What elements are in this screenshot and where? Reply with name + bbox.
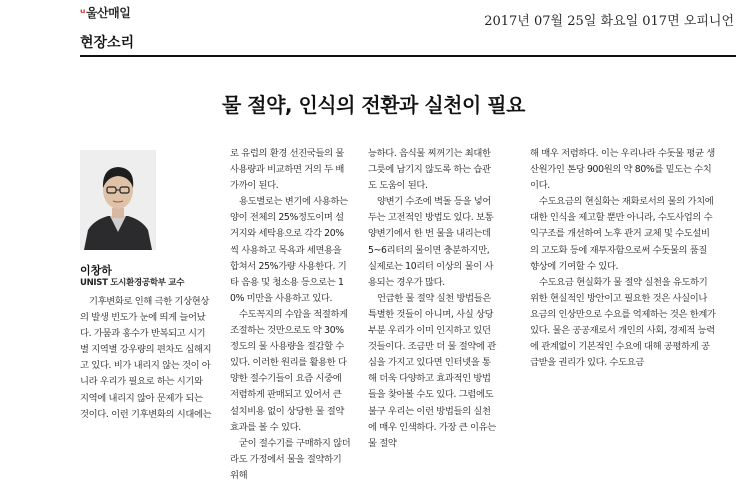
author-affiliation: UNIST 도시환경공학부 교수	[80, 278, 185, 288]
paragraph: 수도꼭지의 수압을 적절하게 조절하는 것만으로도 약 30%정도의 물 사용량을 절감할 수 있다. 이러한 원리를 활용한 다양한 절수기들이 요즘 시중에 저렴하게 판매되고 있어서 큰 설치비용 없이 상당한 물 절약 효과를 볼 수 있다.	[230, 308, 348, 433]
paragraph: 수도요금의 현실화는 재화로서의 물의 가치에 대한 인식을 제고할 뿐만 아니라, 수도사업의 수익구조를 개선하여 노후 관거 교체 및 수도설비의 고도화 등에 재투자함으로써 수돗물의 품질 향상에 기여할 수 있다.	[530, 196, 714, 272]
logo-text: 울산매일	[85, 6, 131, 20]
masthead-logo	[80, 4, 130, 21]
author-name: 이창하	[80, 264, 112, 277]
paragraph: 능하다. 음식물 찌꺼기는 최대한 그릇에 남기지 않도록 하는 습관도 도움이 된다.	[368, 148, 491, 192]
paragraph: 해 매우 저렴하다. 이는 우리나라 수돗물 평균 생산원가인 톤당 900원의 약 80%를 밑도는 수치이다.	[530, 148, 715, 192]
article-column-2	[230, 146, 352, 481]
paragraph: 언급한 물 절약 실천 방법들은 특별한 것들이 아니며, 사실 상당부분 우리가 이미 인지하고 있던 것들이다. 조금만 더 물 절약에 관심을 가지고 있다면 인터넷을 통해 더욱 다양하고 효과적인 방법들을 찾아볼 수도 있다. 그럼에도 불구 우리는 이런 방법들의 실천에 매우 인색하다. 가장 큰 이유는 물 절약	[368, 292, 496, 449]
headline: 물 절약, 인식의 전환과 실천이 필요	[222, 93, 525, 117]
logo-mark-icon: ᵘ	[80, 6, 85, 20]
article-column-3	[368, 146, 496, 449]
paragraph: 용도별로는 변기에 사용하는 양이 전체의 25%정도이며 설거지와 세탁용으로 각각 20%씩 사용하고 목욕과 세면용을 합쳐서 25%가량 사용한다. 기타 음용 및 청소용 등으로는 10% 미만을 사용하고 있다.	[230, 196, 348, 304]
article-column-4	[530, 146, 716, 420]
header-divider	[80, 55, 736, 57]
paragraph: 굳이 절수기를 구매하지 않더라도 가정에서 물을 절약하기 위해	[230, 437, 351, 481]
dateline: 2017년 07월 25일 화요일 017면 오피니언	[484, 14, 734, 29]
author-photo	[80, 150, 156, 250]
article-column-1	[80, 294, 212, 420]
paragraph: 로 유럽의 환경 선진국들의 물 사용량과 비교하면 거의 두 배 가까이 된다.	[230, 148, 344, 192]
paragraph: 수도요금 현실화가 물 절약 실천을 유도하기 위한 현실적인 방안이고 필요한 것은 사실이나 요금의 인상만으로 수요를 억제하는 것은 한계가 있다. 물은 공공재로서 개인의 사회, 경제적 능력에 관계없이 기본적인 수요에 대해 공평하게 공급받을 권리가 있다. 수도요금	[530, 276, 716, 369]
section-title: 현장소리	[80, 35, 135, 51]
paragraph: 기후변화로 인해 극한 기상현상의 발생 빈도가 눈에 띄게 늘어났다. 가뭄과 홍수가 반복되고 시기별 지역별 강우량의 편차도 심해지고 있다. 비가 내리지 않는 것이 아니라 우리가 필요로 하는 시기와 지역에 내리지 않아 문제가 되는 것이다. 이런 기후변화의 시대에는	[80, 296, 212, 420]
author-portrait-icon	[80, 150, 156, 250]
paragraph: 양변기 수조에 벽돌 등을 넣어 두는 고전적인 방법도 있다. 보통 양변기에서 한 번 물을 내리는데 5~6리터의 물이면 충분하지만, 실제로는 10리터 이상의 물이 사용되는 경우가 많다.	[368, 196, 494, 288]
